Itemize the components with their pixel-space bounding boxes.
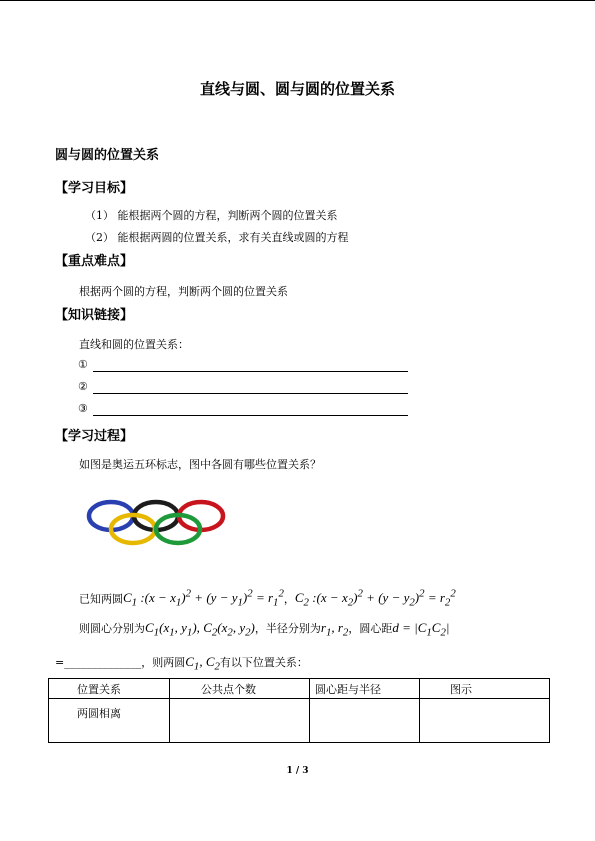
eq-tail: 有以下位置关系： [219, 656, 308, 669]
eq-prefix: = [55, 656, 65, 669]
goal-item-1: （1） 能根据两个圆的方程，判断两个圆的位置关系 [85, 209, 338, 222]
table-row [49, 699, 550, 743]
eq-suffix: ，则两圆 [141, 656, 186, 669]
page-number: 1 / 3 [286, 766, 309, 776]
table-cell-diagram [420, 699, 550, 743]
distance-blank-line: =______________，则两圆$C_1$, $C_2$有以下位置关系： [55, 654, 308, 673]
known-circles-line: 已知两圆$C_1$ :(x − $x_1)^2 + (y - y_1)^2 = r_1^2$，$C_2$ :(x − $x_2)^2 + (y - y_2)^2 = r_2^2$ [79, 588, 456, 609]
table-header-relation: 位置关系 [49, 679, 170, 699]
radius-text: ，半径分别为 [254, 622, 321, 635]
position-relation-table [48, 678, 550, 743]
table-header-diagram: 图示 [420, 679, 550, 699]
blank-line-3 [93, 415, 408, 416]
blank-marker-3: ③ [78, 402, 88, 415]
process-question: 如图是奥运五环标志，图中各圆有哪些位置关系？ [79, 458, 321, 471]
table-header-distance-radius: 圆心距与半径 [310, 679, 420, 699]
page-title: 直线与圆、圆与圆的位置关系 [199, 80, 395, 98]
center-prefix: 则圆心分别为 [79, 622, 145, 635]
knowledge-heading: 【知识链接】 [55, 308, 134, 323]
blank-line-2 [93, 393, 408, 394]
table-cell-relation: 两圆相离 [49, 699, 170, 743]
olympic-rings-image [86, 496, 226, 548]
goal-item-2: （2） 能根据两圆的位置关系，求有关直线或圆的方程 [85, 231, 349, 244]
blank-marker-2: ② [78, 380, 88, 393]
section-subtitle: 圆与圆的位置关系 [55, 148, 160, 163]
distance-blank: ______________ [64, 656, 142, 669]
table-cell-common-points [170, 699, 310, 743]
circle-c2-label: C [294, 590, 304, 606]
process-heading: 【学习过程】 [55, 429, 134, 444]
blank-line-1 [93, 371, 408, 372]
difficulty-heading: 【重点难点】 [55, 254, 134, 269]
top-rule [0, 0, 595, 1]
table-header-row [49, 679, 550, 699]
table-header-common-points: 公共点个数 [170, 679, 310, 699]
knowledge-intro: 直线和圆的位置关系： [79, 338, 189, 351]
table-cell-distance-radius [310, 699, 420, 743]
blank-marker-1: ① [78, 358, 88, 371]
goals-heading: 【学习目标】 [55, 181, 134, 196]
circle-c1-label: C [123, 590, 132, 606]
distance-text: ，圆心距 [348, 622, 393, 635]
centers-line: 则圆心分别为$C_1(x_1$, $y_1$), $C_2(x_2$, $y_2$)，半径分别为$r_1$, $r_2$，圆心距$d = |C_1C_2|$ [79, 620, 450, 639]
difficulty-text: 根据两个圆的方程，判断两个圆的位置关系 [79, 285, 288, 298]
known-prefix: 已知两圆 [79, 592, 123, 606]
